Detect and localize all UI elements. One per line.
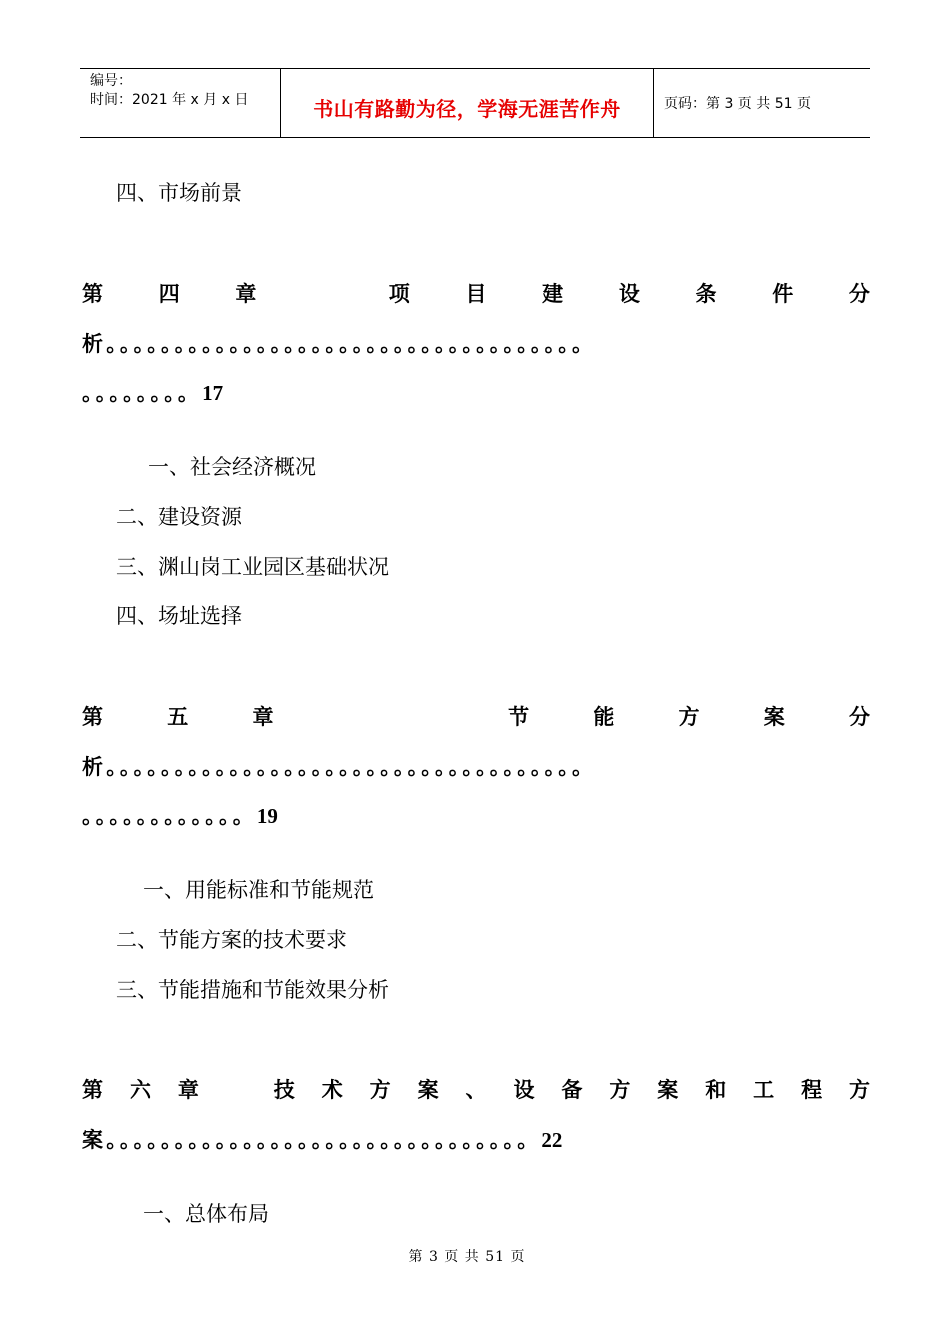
chapter-title-char: 方 bbox=[849, 1077, 870, 1102]
chapter-title-char: 技 bbox=[273, 1077, 295, 1102]
header-page-info: 页码：第 3 页 共 51 页 bbox=[664, 96, 811, 112]
toc-chapter-4-page: 17 bbox=[202, 381, 224, 405]
chapter-title-char: 第 bbox=[82, 281, 103, 306]
toc-item-ch4-4: 四、场址选择 bbox=[116, 604, 242, 628]
chapter-title-char: 、 bbox=[465, 1077, 487, 1102]
toc-chapter-6-dots: 案。。。。。。。。。。。。。。。。。。。。。。。。。。。。。。。 bbox=[82, 1127, 542, 1152]
toc-chapter-4-leader-end bbox=[82, 379, 223, 407]
chapter-title-char: 方 bbox=[369, 1077, 391, 1102]
chapter-title-char: 目 bbox=[465, 281, 487, 306]
chapter-title-char: 节 bbox=[508, 704, 530, 729]
chapter-title-char: 第 bbox=[82, 704, 103, 729]
chapter-title-char: 方 bbox=[678, 704, 700, 729]
chapter-title-char: 案 bbox=[657, 1077, 679, 1102]
chapter-title-char: 章 bbox=[235, 281, 257, 306]
chapter-title-char: 章 bbox=[252, 704, 274, 729]
chapter-title-char bbox=[338, 703, 359, 731]
chapter-title-char: 备 bbox=[561, 1077, 583, 1102]
header-motto: 书山有路勤为径，学海无涯苦作舟 bbox=[313, 97, 621, 121]
document-time-label: 时间：2021 年 x 月 x 日 bbox=[90, 92, 249, 108]
chapter-title-char: 件 bbox=[772, 281, 794, 306]
toc-chapter-5-leader-end bbox=[82, 802, 278, 830]
chapter-title-char bbox=[312, 280, 333, 308]
chapter-title-char: 工 bbox=[753, 1077, 775, 1102]
toc-chapter-4-leader: 析。。。。。。。。。。。。。。。。。。。。。。。。。。。。。。。。。。。 bbox=[82, 331, 597, 356]
footer-page-number: 第 3 页 共 51 页 bbox=[408, 1249, 526, 1265]
toc-chapter-6-page: 22 bbox=[541, 1128, 563, 1152]
chapter-title-char: 和 bbox=[705, 1077, 727, 1102]
chapter-title-char: 分 bbox=[848, 704, 870, 729]
header-motto-cell bbox=[281, 69, 654, 137]
chapter-title-char: 设 bbox=[618, 281, 640, 306]
chapter-title-char: 程 bbox=[801, 1077, 823, 1102]
chapter-title-char: 章 bbox=[177, 1077, 199, 1102]
toc-item-ch4-2: 二、建设资源 bbox=[116, 505, 242, 529]
document-number-label: 编号： bbox=[90, 73, 132, 89]
toc-item-ch4-3: 三、渊山岗工业园区基础状况 bbox=[116, 555, 389, 579]
chapter-title-char: 条 bbox=[695, 281, 717, 306]
header-page-cell bbox=[654, 69, 870, 137]
toc-chapter-5-page: 19 bbox=[256, 804, 278, 828]
chapter-title-char bbox=[423, 703, 444, 731]
chapter-title-char: 案 bbox=[763, 704, 785, 729]
toc-chapter-5-dots: 。。。。。。。。。。。。 bbox=[82, 803, 257, 828]
header-meta-cell bbox=[80, 69, 281, 137]
chapter-title-char: 四 bbox=[158, 281, 180, 306]
toc-chapter-5-leader: 析。。。。。。。。。。。。。。。。。。。。。。。。。。。。。。。。。。。 bbox=[82, 754, 597, 779]
chapter-title-char bbox=[226, 1076, 247, 1104]
chapter-title-char: 六 bbox=[129, 1077, 151, 1102]
toc-item-ch4-1: 一、社会经济概况 bbox=[148, 455, 316, 479]
toc-chapter-5-title bbox=[82, 703, 870, 731]
chapter-title-char: 项 bbox=[388, 281, 410, 306]
toc-item-ch5-2: 二、节能方案的技术要求 bbox=[116, 928, 347, 952]
toc-item-ch5-1: 一、用能标准和节能规范 bbox=[143, 878, 374, 902]
chapter-title-char: 设 bbox=[513, 1077, 535, 1102]
chapter-title-char: 建 bbox=[542, 281, 564, 306]
toc-item-ch6-1: 一、总体布局 bbox=[143, 1202, 269, 1226]
chapter-title-char: 方 bbox=[609, 1077, 631, 1102]
toc-chapter-6-title bbox=[82, 1076, 870, 1104]
chapter-title-char: 第 bbox=[82, 1077, 103, 1102]
chapter-title-char: 案 bbox=[417, 1077, 439, 1102]
chapter-title-char: 五 bbox=[167, 704, 189, 729]
chapter-title-char: 能 bbox=[593, 704, 615, 729]
chapter-title-char: 分 bbox=[848, 281, 870, 306]
toc-chapter-4-title bbox=[82, 280, 870, 308]
page-header bbox=[80, 68, 870, 138]
toc-chapter-6-leader bbox=[82, 1126, 562, 1154]
toc-item-market-prospect: 四、市场前景 bbox=[116, 181, 242, 205]
page-footer bbox=[0, 1246, 950, 1266]
toc-chapter-4-dots: 。。。。。。。。 bbox=[82, 380, 203, 405]
chapter-title-char: 术 bbox=[321, 1077, 343, 1102]
toc-item-ch5-3: 三、节能措施和节能效果分析 bbox=[116, 978, 389, 1002]
